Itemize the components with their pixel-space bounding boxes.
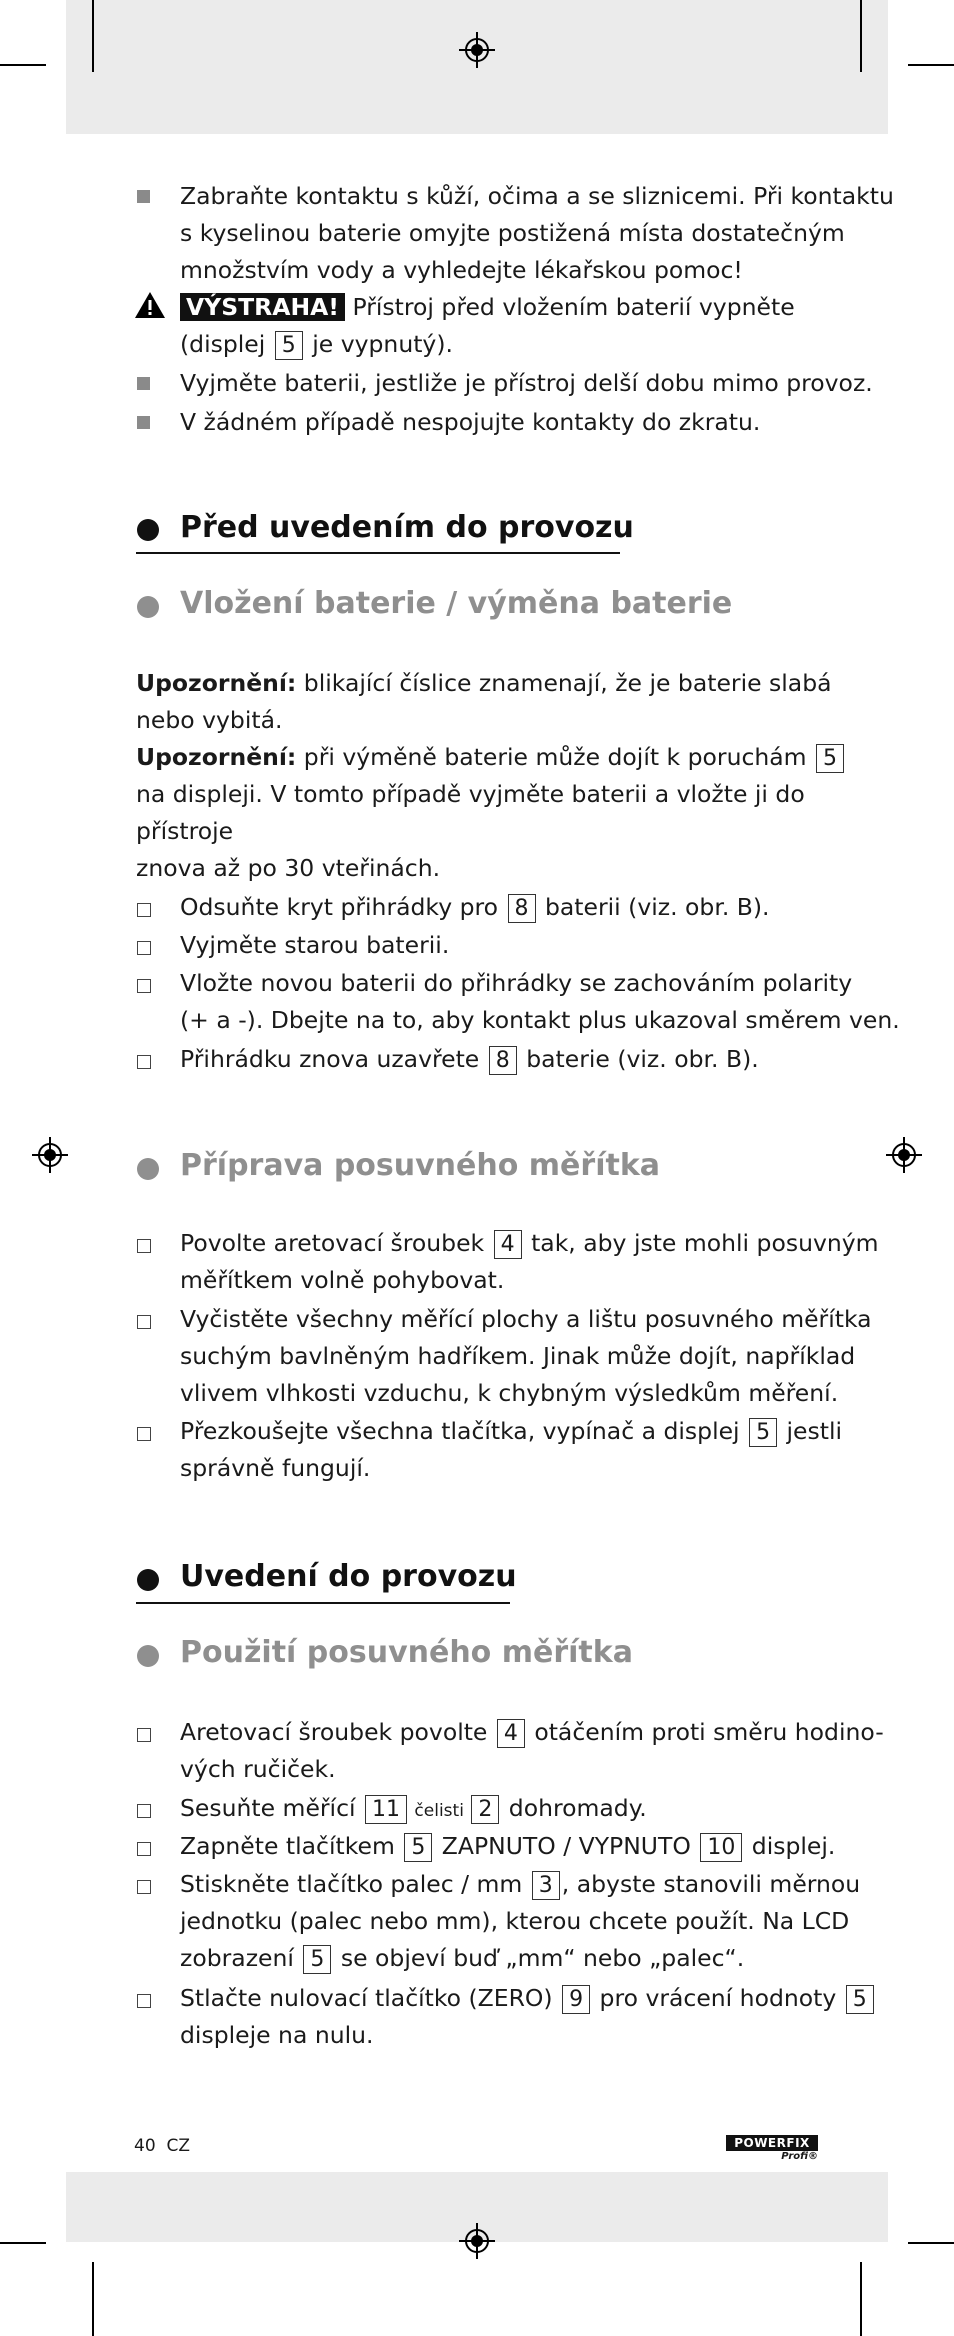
bullet-box	[137, 1055, 151, 1069]
ref-number: 5	[816, 744, 844, 773]
list-item: Povolte aretovací šroubek 4 tak, aby jste mohli posuvným měřítkem volně pohybovat.	[180, 1229, 879, 1294]
list-item: Vyčistěte všechny měřící plochy a lištu posuvného měřítka suchým bavlněným hadříkem. Jinak může dojít, například vlivem vlhkosti vzduchu, k chybným výsledkům měření.	[180, 1305, 872, 1407]
registration-mark-icon	[459, 2223, 495, 2259]
heading-battery: Vložení baterie / výměna baterie	[180, 586, 733, 621]
heading-operation: Uvedení do provozu	[180, 1559, 517, 1594]
list-item: Vložte novou baterii do přihrádky se zachováním polarity (+ a -). Dbejte na to, aby kontakt plus ukazoval směrem ven.	[180, 969, 900, 1034]
bullet-box	[137, 1994, 151, 2008]
ref-number: 4	[497, 1719, 525, 1748]
list-item: V žádném případě nespojujte kontakty do zkratu.	[180, 408, 761, 436]
crop-mark	[908, 2242, 954, 2244]
list-item: Vyjměte starou baterii.	[180, 931, 450, 959]
bullet-box	[137, 941, 151, 955]
heading-bullet	[137, 1569, 159, 1591]
ref-number: 11	[365, 1795, 407, 1824]
list-item: Stlačte nulovací tlačítko (ZERO) 9 pro vrácení hodnoty 5 displeje na nulu.	[180, 1980, 876, 2054]
heading-underline	[136, 552, 620, 554]
list-item: VÝSTRAHA! Přístroj před vložením baterií vypněte (displej 5 je vypnutý).	[180, 293, 795, 358]
ref-number: 8	[489, 1046, 517, 1075]
ref-number: 10	[700, 1833, 742, 1862]
ref-number: 9	[562, 1985, 590, 2014]
list-item: Zapněte tlačítkem 5 ZAPNUTO / VYPNUTO 10 displej.	[180, 1832, 836, 1860]
crop-mark	[908, 64, 954, 66]
list-item: Sesuňte měřící 11 čelisti 2 dohromady.	[180, 1794, 647, 1822]
registration-mark-icon	[459, 32, 495, 68]
bullet-box	[137, 1239, 151, 1253]
list-item: Přihrádku znova uzavřete 8 baterie (viz. obr. B).	[180, 1045, 759, 1073]
brand-logo: POWERFIX Profi®	[726, 2135, 818, 2165]
heading-bullet	[137, 1158, 159, 1180]
crop-mark	[92, 0, 94, 72]
ref-number: 3	[532, 1871, 560, 1900]
page-number: 40 CZ	[134, 2136, 190, 2156]
bullet-box	[137, 1315, 151, 1329]
crop-mark	[860, 0, 862, 72]
bullet-box	[137, 1728, 151, 1742]
bullet-box	[137, 1804, 151, 1818]
list-item: Vyjměte baterii, jestliže je přístroj delší dobu mimo provoz.	[180, 369, 873, 397]
list-item: Přezkoušejte všechna tlačítka, vypínač a displej 5 jestli správně fungují.	[180, 1417, 843, 1482]
notes: Upozornění: blikající číslice znamenají, že je baterie slabá nebo vybitá. Upozornění: při výměně baterie může dojít k poruchám 5 na displeji. V tomto případě vyjměte baterii a vložte ji do přístroje znova až po 30 vteřinách.	[136, 665, 856, 887]
heading-bullet	[137, 596, 159, 618]
heading-bullet	[137, 1645, 159, 1667]
heading-prep: Příprava posuvného měřítka	[180, 1148, 661, 1183]
bullet-box	[137, 1427, 151, 1441]
bullet-square	[137, 377, 150, 390]
ref-number: 2	[471, 1795, 499, 1824]
warning-triangle-icon	[134, 291, 166, 319]
language-code: CZ	[166, 2136, 190, 2156]
bullet-box	[137, 979, 151, 993]
ref-number: 4	[494, 1230, 522, 1259]
ref-number: 5	[749, 1418, 777, 1447]
list-item: Zabraňte kontaktu s kůží, očima a se sliznicemi. Při kontaktu s kyselinou baterie omyjte postižená místa dostatečným množstvím vody a vyhledejte lékařskou pomoc!	[180, 182, 894, 284]
crop-mark	[92, 2262, 94, 2336]
ref-number: 5	[846, 1985, 874, 2014]
warning-label: VÝSTRAHA!	[180, 293, 345, 321]
heading-use: Použití posuvného měřítka	[180, 1635, 633, 1670]
list-item: Aretovací šroubek povolte 4 otáčením proti směru hodino- vých ručiček.	[180, 1718, 884, 1783]
registration-mark-icon	[886, 1137, 922, 1173]
heading-underline	[136, 1602, 510, 1604]
list-item: Odsuňte kryt přihrádky pro 8 baterii (viz. obr. B).	[180, 893, 770, 921]
bullet-box	[137, 1842, 151, 1856]
heading-bullet	[137, 519, 159, 541]
crop-mark	[0, 2242, 46, 2244]
registration-mark-icon	[32, 1137, 68, 1173]
bullet-square	[137, 190, 150, 203]
ref-number: 8	[508, 894, 536, 923]
bullet-box	[137, 903, 151, 917]
ref-number: 5	[303, 1945, 331, 1974]
heading-before-use: Před uvedením do provozu	[180, 510, 634, 545]
crop-mark	[860, 2262, 862, 2336]
list-item: Stiskněte tlačítko palec / mm 3 , abyste stanovili měrnou jednotku (palec nebo mm), kterou chcete použít. Na LCD zobrazení 5 se objeví buď „mm“ nebo „palec“.	[180, 1870, 861, 1972]
ref-number: 5	[275, 331, 303, 360]
ref-number: 5	[404, 1833, 432, 1862]
crop-mark	[0, 64, 46, 66]
bullet-square	[137, 416, 150, 429]
bullet-box	[137, 1880, 151, 1894]
